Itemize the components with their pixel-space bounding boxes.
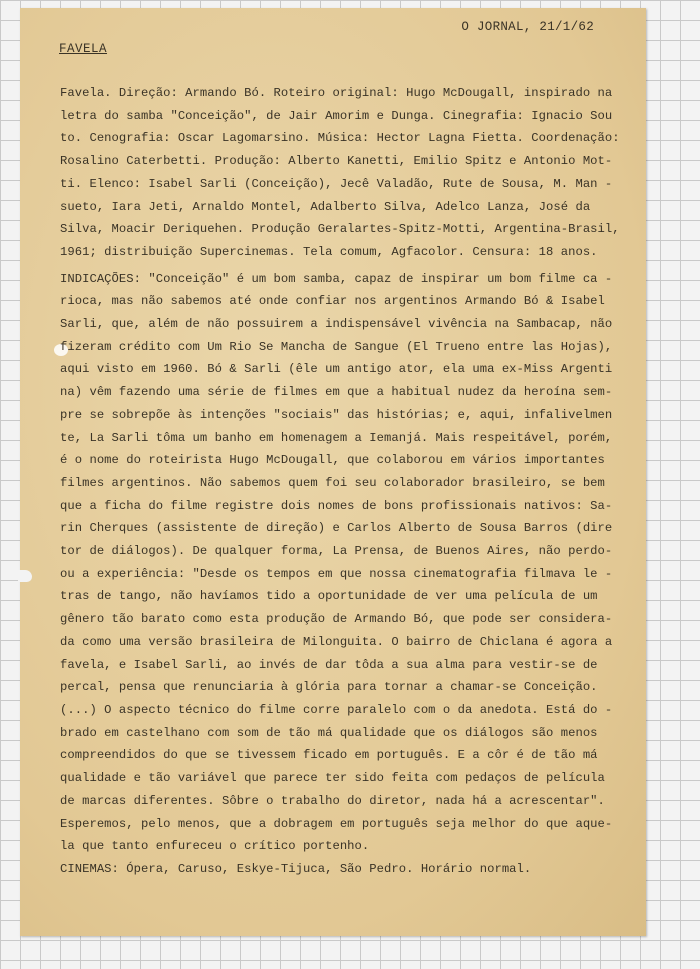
- text-line: ou a experiência: "Desde os tempos em que nossa cinematografia filmava le -: [60, 566, 613, 581]
- text-line: te, La Sarli tôma um banho em homenagem a Iemanjá. Mais respeitável, porém,: [60, 430, 613, 445]
- text-line: favela, e Isabel Sarli, ao invés de dar tôda a sua alma para vestir-se de: [60, 657, 598, 672]
- text-line: qualidade e tão variável que parece ter sido feita com pedaços de película: [60, 771, 605, 786]
- text-line: ti. Elenco: Isabel Sarli (Conceição), Jecê Valadão, Rute de Sousa, M. Man -: [60, 176, 613, 191]
- text-line: fizeram crédito com Um Rio Se Mancha de Sangue (El Trueno entre las Hojas),: [60, 339, 613, 354]
- text-line: to. Cenografia: Oscar Lagomarsino. Música: Hector Lagna Fietta. Coordenação:: [60, 131, 620, 146]
- review-title: FAVELA: [59, 42, 108, 56]
- text-line: Rosalino Caterbetti. Produção: Alberto Kanetti, Emilio Spitz e Antonio Mot-: [60, 154, 613, 169]
- text-line: INDICAÇÕES: "Conceição" é um bom samba, capaz de inspirar um bom filme ca -: [60, 271, 613, 286]
- review-body: [60, 82, 632, 881]
- text-line: rioca, mas não sabemos até onde confiar nos argentinos Armando Bó & Isabel: [60, 294, 605, 309]
- text-line: na) vêm fazendo uma série de filmes em que a habitual nudez da heroína sem-: [60, 385, 613, 400]
- text-line: aqui visto em 1960. Bó & Sarli (êle um antigo ator, ela uma ex-Miss Argenti: [60, 362, 613, 377]
- text-line: Esperemos, pelo menos, que a dobragem em português seja melhor do que aque-: [60, 816, 613, 831]
- text-line: (...) O aspecto técnico do filme corre paralelo com o da anedota. Está do -: [60, 702, 613, 717]
- paper-tear: [18, 570, 32, 582]
- review-paragraph: [60, 268, 632, 858]
- text-line: filmes argentinos. Não sabemos quem foi seu colaborador brasileiro, se bem: [60, 475, 605, 490]
- text-line: tras de tango, não havíamos tido a oportunidade de ver uma película de um: [60, 589, 598, 604]
- text-line: tor de diálogos). De qualquer forma, La Prensa, de Buenos Aires, não perdo-: [60, 544, 613, 559]
- text-line: Silva, Moacir Deriquehen. Produção Geralartes-Spitz-Motti, Argentina-Brasil,: [60, 222, 620, 237]
- text-line: é o nome do roteirista Hugo McDougall, que colaborou em vários importantes: [60, 453, 605, 468]
- newspaper-source-date: O JORNAL, 21/1/62: [461, 20, 594, 34]
- text-line: 1961; distribuição Supercinemas. Tela comum, Agfacolor. Censura: 18 anos.: [60, 244, 598, 259]
- text-line: da como uma versão brasileira de Milonguita. O bairro de Chiclana é agora a: [60, 634, 613, 649]
- text-line: rin Cherques (assistente de direção) e Carlos Alberto de Sousa Barros (dire: [60, 521, 613, 536]
- text-line: gênero tão barato como esta produção de Armando Bó, que pode ser considera-: [60, 612, 613, 627]
- text-line: de marcas diferentes. Sôbre o trabalho do diretor, nada há a acrescentar".: [60, 793, 605, 808]
- text-line: brado em castelhano com som de tão má qualidade que os diálogos são menos: [60, 725, 598, 740]
- text-line: que a ficha do filme registre dois nomes de bons profissionais nativos: Sa-: [60, 498, 613, 513]
- credits-paragraph: [60, 82, 632, 264]
- text-line: letra do samba "Conceição", de Jair Amorim e Dunga. Cinegrafia: Ignacio Sou: [60, 108, 613, 123]
- text-line: Sarli, que, além de não possuirem a indispensável vivência na Sambacap, não: [60, 317, 613, 332]
- cinemas-line: CINEMAS: Ópera, Caruso, Eskye-Tijuca, São Pedro. Horário normal.: [60, 861, 532, 876]
- text-line: percal, pensa que renunciaria à glória para tornar a chamar-se Conceição.: [60, 680, 598, 695]
- text-line: la que tanto enfureceu o crítico portenho.: [60, 839, 370, 854]
- text-line: Favela. Direção: Armando Bó. Roteiro original: Hugo McDougall, inspirado na: [60, 86, 613, 100]
- text-line: pre se sobrepõe às intenções "sociais" das histórias; e, aqui, infalivelmen: [60, 407, 613, 422]
- typewritten-sheet: [20, 8, 646, 936]
- text-line: compreendidos do que se tivessem ficado em português. E a côr é de tão má: [60, 748, 598, 763]
- text-line: sueto, Iara Jeti, Arnaldo Montel, Adalberto Silva, Adelco Lanza, José da: [60, 199, 591, 214]
